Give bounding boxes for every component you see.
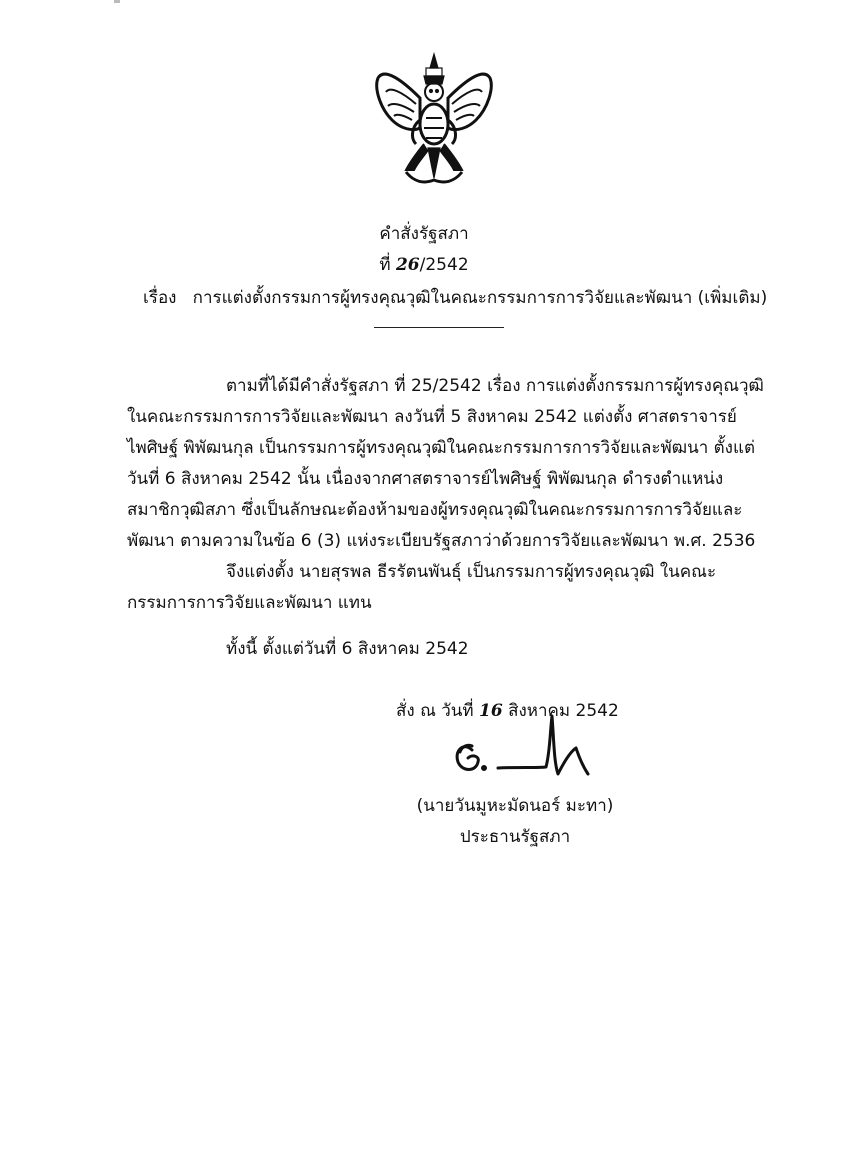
order-day-handwritten: 16: [479, 701, 503, 721]
body-line: ไพศิษฐ์ พิพัฒนกุล เป็นกรรมการผู้ทรงคุณวุฒิในคณะกรรมการการวิจัยและพัฒนา ตั้งแต่: [127, 438, 755, 458]
order-number-prefix: ที่: [379, 255, 396, 275]
subject-label: เรื่อง: [143, 288, 177, 308]
signer-title: ประธานรัฐสภา: [459, 827, 571, 847]
scan-speck: [114, 0, 120, 3]
body-line: สมาชิกวุฒิสภา ซึ่งเป็นลักษณะต้องห้ามของผู้ทรงคุณวุฒิในคณะกรรมการการวิจัยและ: [127, 500, 743, 520]
subject-text: การแต่งตั้งกรรมการผู้ทรงคุณวุฒิในคณะกรรมการการวิจัยและพัฒนา (เพิ่มเติม): [192, 288, 768, 308]
title-divider: [374, 327, 504, 328]
document-title: คำสั่งรัฐสภา: [379, 224, 469, 244]
body-line: พัฒนา ตามความในข้อ 6 (3) แห่งระเบียบรัฐสภาว่าด้วยการวิจัยและพัฒนา พ.ศ. 2536: [127, 531, 756, 551]
order-number-handwritten: 26: [395, 255, 420, 275]
order-date-prefix: สั่ง ณ วันที่: [396, 701, 480, 721]
handwritten-signature: [450, 712, 600, 792]
subject-line: [143, 287, 767, 309]
effective-date: ทั้งนี้ ตั้งแต่วันที่ 6 สิงหาคม 2542: [226, 639, 469, 659]
order-date-suffix: สิงหาคม 2542: [502, 701, 619, 721]
body-line: ตามที่ได้มีคำสั่งรัฐสภา ที่ 25/2542 เรื่อง การแต่งตั้งกรรมการผู้ทรงคุณวุฒิ: [226, 376, 764, 396]
body-line: ในคณะกรรมการการวิจัยและพัฒนา ลงวันที่ 5 สิงหาคม 2542 แต่งตั้ง ศาสตราจารย์: [127, 407, 737, 427]
garuda-emblem-icon: [370, 48, 498, 188]
signer-name: (นายวันมูหะมัดนอร์ มะทา): [416, 796, 614, 816]
body-line: วันที่ 6 สิงหาคม 2542 นั้น เนื่องจากศาสตราจารย์ไพศิษฐ์ พิพัฒนกุล ดำรงตำแหน่ง: [127, 469, 724, 489]
body-line: จึงแต่งตั้ง นายสุรพล ธีรรัตนพันธุ์ เป็นกรรมการผู้ทรงคุณวุฒิ ในคณะ: [226, 562, 717, 582]
order-number: [324, 254, 524, 276]
order-number-suffix: /2542: [419, 255, 469, 275]
body-line: กรรมการการวิจัยและพัฒนา แทน: [127, 593, 372, 613]
